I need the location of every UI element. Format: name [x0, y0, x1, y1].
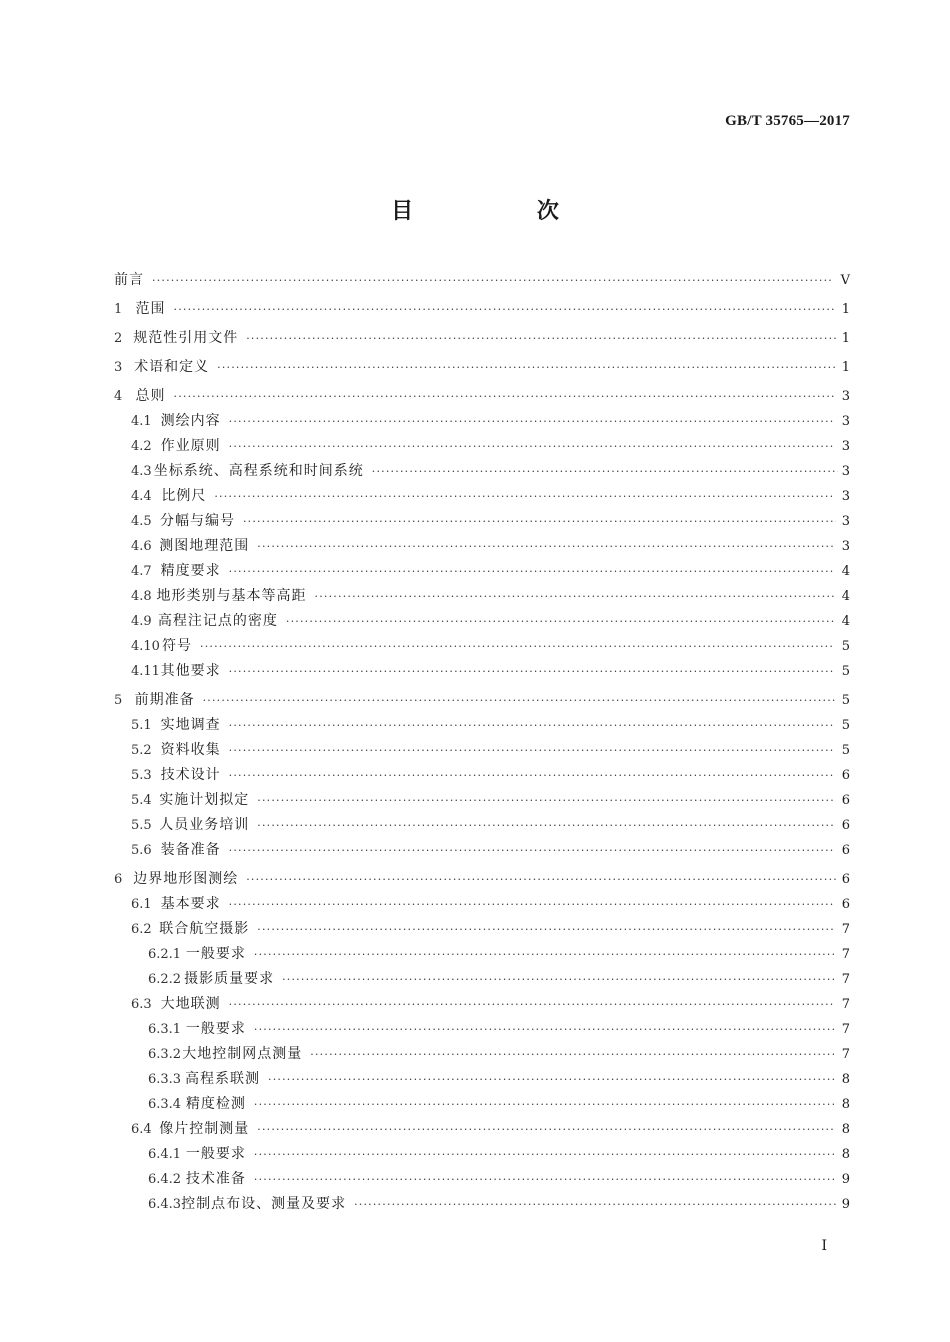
toc-entry-label: 大地控制网点测量	[182, 1046, 303, 1062]
toc-entry-number: 6.2.1	[148, 947, 182, 962]
toc-entry[interactable]	[114, 584, 850, 609]
toc-entry[interactable]	[114, 634, 850, 659]
toc-entry[interactable]	[114, 917, 850, 942]
toc-leader-dots	[354, 1192, 837, 1217]
toc-entry-number: 4.10	[131, 639, 160, 654]
toc-leader-dots	[229, 713, 836, 738]
toc-leader-dots	[229, 434, 836, 459]
toc-entry-label: 装备准备	[160, 842, 221, 858]
toc-entry-label: 联合航空摄影	[159, 921, 250, 937]
toc-entry[interactable]	[114, 1042, 850, 1067]
toc-leader-dots	[268, 1067, 836, 1092]
toc-entry-page: 1	[841, 360, 850, 375]
toc-leader-dots	[254, 1142, 836, 1167]
toc-entry-label: 一般要求	[185, 1146, 246, 1162]
toc-entry[interactable]	[114, 788, 850, 813]
toc-entry-page: 3	[841, 414, 850, 429]
toc-entry-label: 大地联测	[160, 996, 221, 1012]
toc-entry-page: 3	[841, 489, 851, 504]
toc-entry-number: 6.4.1	[148, 1147, 182, 1162]
toc-entry-number: 6.3.4	[148, 1097, 182, 1112]
toc-entry-page: 7	[841, 1047, 850, 1062]
toc-leader-dots	[229, 409, 836, 434]
toc-entry-number: 4.5	[131, 514, 152, 529]
toc-entry-page: 4	[841, 589, 850, 604]
toc-entry[interactable]	[114, 1192, 850, 1217]
toc-leader-dots	[257, 534, 836, 559]
toc-leader-dots	[229, 992, 836, 1017]
page-title: 目 次	[391, 198, 617, 224]
toc-leader-dots	[214, 484, 835, 509]
toc-entry-page: 7	[841, 947, 850, 962]
toc-entry[interactable]	[114, 688, 850, 713]
toc-leader-dots	[372, 459, 838, 484]
toc-entry-label: 测绘内容	[160, 413, 221, 429]
toc-entry-number: 6.2.2	[148, 972, 182, 987]
toc-entry-number: 3	[114, 360, 123, 375]
toc-entry-number: 6.3	[131, 997, 152, 1012]
toc-leader-dots	[229, 659, 836, 684]
toc-leader-dots	[229, 838, 836, 863]
toc-entry-label: 测图地理范围	[159, 538, 250, 554]
toc-entry[interactable]	[114, 992, 850, 1017]
toc-entry-label: 高程系联测	[185, 1071, 260, 1087]
toc-entry[interactable]	[114, 268, 850, 293]
toc-entry-page: 9	[841, 1197, 850, 1212]
toc-entry-number: 4.1	[131, 414, 152, 429]
toc-leader-dots	[152, 268, 834, 293]
toc-leader-dots	[200, 634, 835, 659]
toc-entry-label: 地形类别与基本等高距	[156, 588, 307, 604]
toc-entry-number: 6.2	[131, 922, 152, 937]
toc-leader-dots	[286, 609, 836, 634]
toc-entry-label: 像片控制测量	[159, 1121, 250, 1137]
toc-entry-label: 高程注记点的密度	[157, 613, 278, 629]
toc-entry-label: 其他要求	[160, 663, 221, 679]
toc-entry[interactable]	[114, 713, 850, 738]
toc-entry[interactable]	[114, 459, 850, 484]
toc-entry-number: 4.9	[131, 614, 152, 629]
toc-entry[interactable]	[114, 763, 850, 788]
toc-entry-page: 1	[841, 302, 850, 317]
toc-entry-label: 技术设计	[160, 767, 221, 783]
toc-entry[interactable]	[114, 738, 850, 763]
toc-entry-number: 5.3	[131, 768, 152, 783]
toc-leader-dots	[229, 738, 836, 763]
toc-leader-dots	[229, 559, 836, 584]
toc-leader-dots	[174, 297, 835, 322]
toc-entry-page: 8	[841, 1122, 850, 1137]
toc-entry-number: 4.8	[131, 589, 152, 604]
toc-entry-page: 1	[841, 331, 851, 346]
toc-leader-dots	[254, 942, 836, 967]
toc-entry[interactable]	[114, 409, 850, 434]
toc-entry[interactable]	[114, 384, 850, 409]
toc-entry-label: 实地调查	[160, 717, 221, 733]
toc-entry-number: 4.2	[131, 439, 152, 454]
toc-entry-number: 2	[114, 331, 123, 346]
toc-leader-dots	[310, 1042, 836, 1067]
toc-entry[interactable]	[114, 326, 850, 351]
toc-entry[interactable]	[114, 509, 850, 534]
toc-entry-number: 5.1	[131, 718, 152, 733]
toc-entry-label: 坐标系统、高程系统和时间系统	[153, 463, 364, 479]
toc-entry-label: 一般要求	[185, 946, 246, 962]
toc-entry-page: 7	[841, 997, 850, 1012]
standard-code: GB/T 35765—2017	[725, 113, 850, 129]
toc-entry-page: 3	[841, 539, 850, 554]
toc-entry[interactable]	[114, 355, 850, 380]
toc-entry-page: 7	[841, 1022, 850, 1037]
toc-entry-number: 5.6	[131, 843, 152, 858]
toc-entry-number: 4.6	[131, 539, 152, 554]
toc-entry-label: 总则	[135, 388, 166, 404]
page-number: I	[821, 1238, 827, 1254]
toc-entry-page: 8	[841, 1147, 850, 1162]
toc-entry-label: 符号	[162, 638, 193, 654]
toc-entry-number: 6.4.2	[148, 1172, 182, 1187]
toc-entry[interactable]	[114, 534, 850, 559]
toc-entry-page: 6	[841, 793, 850, 808]
toc-leader-dots	[282, 967, 836, 992]
toc-entry-page: 6	[841, 818, 850, 833]
toc-leader-dots	[229, 763, 836, 788]
toc-leader-dots	[315, 584, 837, 609]
toc-entry[interactable]	[114, 659, 850, 684]
toc-entry-page: 3	[841, 389, 850, 404]
toc-entry-page: 4	[841, 614, 850, 629]
toc-leader-dots	[257, 1117, 836, 1142]
toc-entry-number: 4	[114, 389, 123, 404]
toc-entry-number: 1	[114, 302, 123, 317]
toc-entry-label: 分幅与编号	[159, 513, 235, 529]
toc-entry-label: 范围	[135, 301, 166, 317]
toc-entry-label: 前言	[114, 272, 144, 288]
toc-entry[interactable]	[114, 1092, 850, 1117]
toc-entry-label: 边界地形图测绘	[133, 871, 239, 887]
toc-entry-label: 人员业务培训	[159, 817, 250, 833]
toc-entry-number: 6.3.3	[148, 1072, 182, 1087]
toc-entry-label: 规范性引用文件	[133, 330, 239, 346]
toc-entry[interactable]	[114, 892, 850, 917]
toc-entry-page: 5	[841, 664, 850, 679]
toc-entry-label: 技术准备	[185, 1171, 246, 1187]
toc-entry-label: 作业原则	[160, 438, 221, 454]
toc-leader-dots	[243, 509, 836, 534]
toc-entry-page: V	[840, 273, 850, 288]
toc-entry[interactable]	[114, 297, 850, 322]
toc-entry-label: 精度要求	[160, 563, 221, 579]
toc-entry-number: 5.4	[131, 793, 152, 808]
toc-leader-dots	[229, 892, 836, 917]
toc-entry[interactable]	[114, 1142, 850, 1167]
toc-leader-dots	[203, 688, 835, 713]
toc-entry-label: 实施计划拟定	[159, 792, 250, 808]
toc-leader-dots	[174, 384, 835, 409]
toc-entry[interactable]	[114, 434, 850, 459]
toc-entry[interactable]	[114, 838, 850, 863]
toc-leader-dots	[257, 813, 836, 838]
toc-entry[interactable]	[114, 942, 850, 967]
toc-entry-page: 4	[841, 564, 850, 579]
toc-entry[interactable]	[114, 867, 850, 892]
toc-entry-number: 6	[114, 872, 123, 887]
toc-entry-number: 5.2	[131, 743, 152, 758]
toc-entry-page: 9	[841, 1172, 850, 1187]
toc-leader-dots	[254, 1167, 836, 1192]
toc-entry-number: 6.3.2	[148, 1047, 182, 1062]
toc-entry-label: 基本要求	[160, 896, 221, 912]
toc-entry[interactable]	[114, 1167, 850, 1192]
toc-leader-dots	[246, 867, 835, 892]
toc-entry-page: 8	[841, 1097, 850, 1112]
toc-entry-page: 6	[841, 768, 850, 783]
toc-leader-dots	[254, 1092, 836, 1117]
toc-entry[interactable]	[114, 559, 850, 584]
toc-entry-page: 3	[841, 464, 850, 479]
toc-entry-number: 5.5	[131, 818, 152, 833]
toc-entry-label: 资料收集	[160, 742, 221, 758]
toc-entry-page: 3	[841, 439, 850, 454]
toc-entry[interactable]	[114, 609, 850, 634]
toc-entry-page: 6	[841, 897, 850, 912]
toc-entry-number: 4.7	[131, 564, 152, 579]
toc-entry-page: 6	[841, 872, 851, 887]
toc-entry-number: 4.11	[131, 664, 160, 679]
toc-entry-number: 6.3.1	[148, 1022, 182, 1037]
toc-leader-dots	[254, 1017, 836, 1042]
toc-entry[interactable]	[114, 813, 850, 838]
toc-entry-page: 5	[841, 693, 851, 708]
toc-entry-page: 6	[841, 843, 850, 858]
toc-entry-number: 6.1	[131, 897, 152, 912]
toc-entry[interactable]	[114, 1117, 850, 1142]
toc-entry-page: 7	[841, 922, 850, 937]
toc-entry-page: 5	[841, 639, 850, 654]
toc-entry-page: 5	[841, 743, 850, 758]
toc-entry[interactable]	[114, 967, 850, 992]
toc-entry-number: 4.3	[131, 464, 152, 479]
toc-entry-page: 3	[841, 514, 850, 529]
toc-entry-label: 比例尺	[161, 488, 207, 504]
toc-entry-number: 4.4	[131, 489, 152, 504]
toc-entry[interactable]	[114, 1017, 850, 1042]
toc-entry-number: 6.4.3	[148, 1197, 182, 1212]
toc-entry-label: 前期准备	[134, 692, 195, 708]
toc-entry-label: 摄影质量要求	[184, 971, 275, 987]
toc-entry-label: 控制点布设、测量及要求	[181, 1196, 347, 1212]
toc-entry-page: 7	[841, 972, 850, 987]
toc-entry-number: 6.4	[131, 1122, 152, 1137]
toc-entry-label: 术语和定义	[134, 359, 210, 375]
table-of-contents	[114, 268, 850, 1217]
toc-entry[interactable]	[114, 484, 850, 509]
toc-entry-number: 5	[114, 693, 123, 708]
toc-leader-dots	[257, 917, 836, 942]
toc-leader-dots	[257, 788, 836, 813]
toc-entry[interactable]	[114, 1067, 850, 1092]
toc-entry-label: 精度检测	[185, 1096, 246, 1112]
toc-entry-page: 8	[841, 1072, 850, 1087]
toc-leader-dots	[246, 326, 835, 351]
toc-entry-page: 5	[841, 718, 850, 733]
toc-entry-label: 一般要求	[185, 1021, 246, 1037]
toc-leader-dots	[217, 355, 835, 380]
